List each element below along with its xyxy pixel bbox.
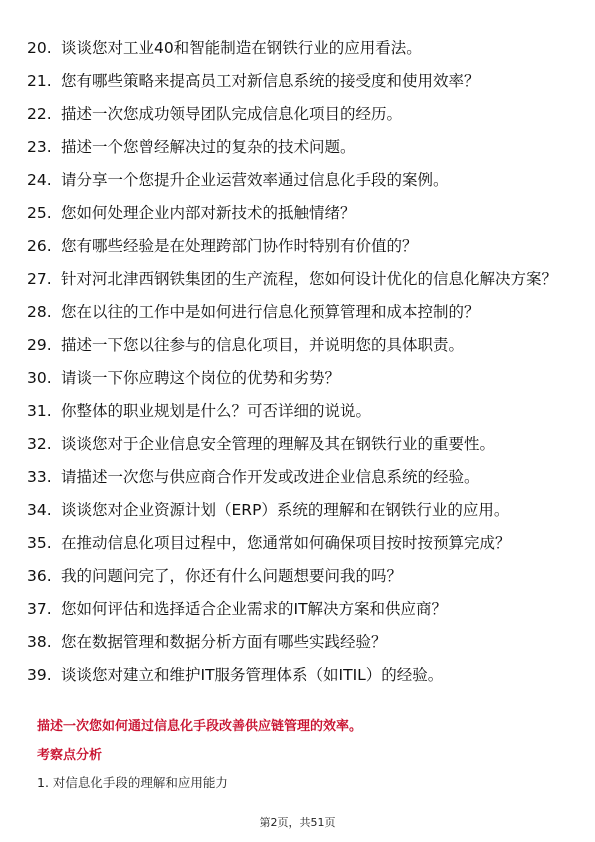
analysis-item: 1. 对信息化手段的理解和应用能力 xyxy=(37,775,228,790)
question-number: 24. xyxy=(27,171,52,189)
question-text: 您在以往的工作中是如何进行信息化预算管理和成本控制的？ xyxy=(61,303,480,321)
question-item xyxy=(27,168,572,192)
section-heading: 考察点分析 xyxy=(37,748,103,763)
question-text: 在推动信息化项目过程中，您通常如何确保项目按时按预算完成？ xyxy=(61,534,511,552)
question-text: 谈谈您对企业资源计划（ERP）系统的理解和在钢铁行业的应用。 xyxy=(61,501,510,519)
question-number: 39. xyxy=(27,666,52,684)
question-number: 30. xyxy=(27,369,52,387)
question-item xyxy=(27,465,572,489)
question-number: 23. xyxy=(27,138,52,156)
question-text: 您有哪些经验是在处理跨部门协作时特别有价值的？ xyxy=(61,237,418,255)
question-item xyxy=(27,663,572,687)
question-item xyxy=(27,432,572,456)
question-number: 27. xyxy=(27,270,52,288)
question-text: 你整体的职业规划是什么？可否详细的说说。 xyxy=(61,402,372,420)
question-text: 谈谈您对工业40和智能制造在钢铁行业的应用看法。 xyxy=(61,39,422,57)
question-text: 谈谈您对于企业信息安全管理的理解及其在钢铁行业的重要性。 xyxy=(61,435,496,453)
question-item xyxy=(27,201,572,225)
question-item xyxy=(27,300,572,324)
question-item xyxy=(27,498,572,522)
question-text: 请描述一次您与供应商合作开发或改进企业信息系统的经验。 xyxy=(61,468,480,486)
question-text: 您如何评估和选择适合企业需求的IT解决方案和供应商？ xyxy=(61,600,448,618)
question-item xyxy=(27,630,572,654)
question-item xyxy=(27,267,572,291)
question-text: 您如何处理企业内部对新技术的抵触情绪？ xyxy=(61,204,356,222)
question-number: 35. xyxy=(27,534,52,552)
question-number: 26. xyxy=(27,237,52,255)
question-item xyxy=(27,597,572,621)
question-item xyxy=(27,36,572,60)
question-number: 36. xyxy=(27,567,52,585)
question-text: 描述一下您以往参与的信息化项目，并说明您的具体职责。 xyxy=(61,336,465,354)
question-number: 28. xyxy=(27,303,52,321)
highlight-question: 描述一次您如何通过信息化手段改善供应链管理的效率。 xyxy=(37,719,363,734)
question-item xyxy=(27,102,572,126)
question-number: 33. xyxy=(27,468,52,486)
page-footer: 第2页，共51页 xyxy=(259,816,336,829)
question-text: 请谈一下你应聘这个岗位的优势和劣势？ xyxy=(61,369,341,387)
question-number: 37. xyxy=(27,600,52,618)
question-number: 38. xyxy=(27,633,52,651)
question-text: 您有哪些策略来提高员工对新信息系统的接受度和使用效率？ xyxy=(61,72,480,90)
question-number: 32. xyxy=(27,435,52,453)
question-text: 描述一个您曾经解决过的复杂的技术问题。 xyxy=(61,138,356,156)
question-text: 描述一次您成功领导团队完成信息化项目的经历。 xyxy=(61,105,403,123)
question-number: 20. xyxy=(27,39,52,57)
question-item xyxy=(27,333,572,357)
question-text: 针对河北津西钢铁集团的生产流程，您如何设计优化的信息化解决方案？ xyxy=(61,270,558,288)
question-item xyxy=(27,69,572,93)
question-item xyxy=(27,531,572,555)
question-item xyxy=(27,366,572,390)
question-item xyxy=(27,135,572,159)
question-number: 31. xyxy=(27,402,52,420)
question-item xyxy=(27,564,572,588)
question-text: 谈谈您对建立和维护IT服务管理体系（如ITIL）的经验。 xyxy=(61,666,444,684)
question-item xyxy=(27,234,572,258)
question-text: 我的问题问完了，你还有什么问题想要问我的吗？ xyxy=(61,567,403,585)
question-number: 25. xyxy=(27,204,52,222)
question-text: 请分享一个您提升企业运营效率通过信息化手段的案例。 xyxy=(61,171,449,189)
question-number: 21. xyxy=(27,72,52,90)
question-number: 22. xyxy=(27,105,52,123)
question-number: 34. xyxy=(27,501,52,519)
question-list xyxy=(27,36,572,696)
question-item xyxy=(27,399,572,423)
question-text: 您在数据管理和数据分析方面有哪些实践经验？ xyxy=(61,633,387,651)
question-number: 29. xyxy=(27,336,52,354)
